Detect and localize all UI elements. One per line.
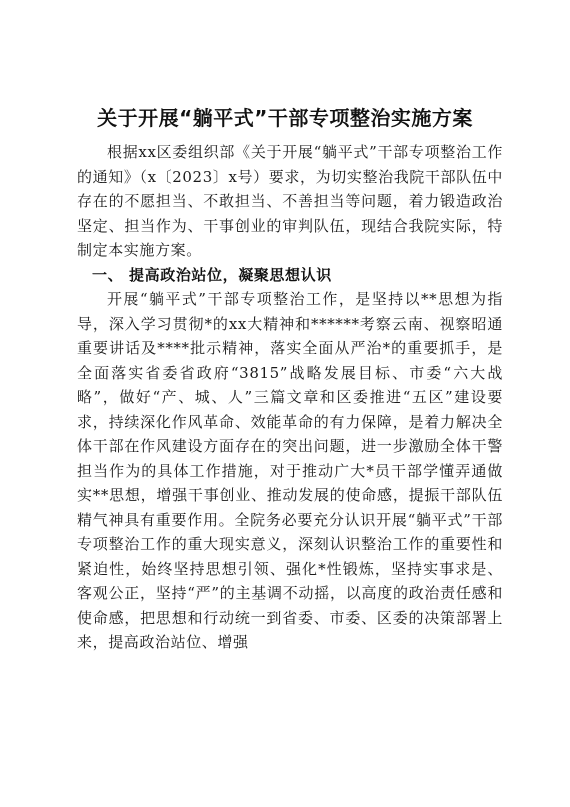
section-heading: 一、 提高政治站位，凝聚思想认识 — [92, 265, 332, 284]
intro-paragraph: 根据xx区委组织部《关于开展“躺平式”干部专项整治工作的通知》（x〔2023〕x号）要求，为切实整治我院干部队伍中存在的不愿担当、不敢担当、不善担当等问题，着力锻造政治坚定、担当作为、干事创业的审判队伍，现结合我院实际，特制定本实施方案。 — [77, 143, 503, 259]
document-body — [77, 140, 503, 655]
document-title: 关于开展“躺平式”干部专项整治实施方案 — [97, 106, 473, 130]
section-paragraph: 开展“躺平式”干部专项整治工作，是坚持以**思想为指导，深入学习贯彻*的xx大精神和******考察云南、视察昭通重要讲话及****批示精神，落实全面从严治*的重要抓手，是全面落实省委省政府“3815”战略发展目标、市委“六大战略”，做好“产、城、人”三篇文章和区委推进“五区”建设要求，持续深化作风革命、效能革命的有力保障，是着力解决全体干部在作风建设方面存在的突出问题，进一步激励全体干警担当作为的具体工作措施，对于推动广大*员干部学懂弄通做实**思想，增强干事创业、推动发展的使命感，提振干部队伍精气神具有重要作用。全院务必要充分认识开展“躺平式”干部专项整治工作的重大现实意义，深刻认识整治工作的重要性和紧迫性，始终坚持思想引领、强化*性锻炼，坚持实事求是、客观公正，坚持“严”的主基调不动摇，以高度的政治责任感和使命感，把思想和行动统一到省委、市委、区委的决策部署上来，提高政治站位、增强 — [77, 290, 503, 651]
